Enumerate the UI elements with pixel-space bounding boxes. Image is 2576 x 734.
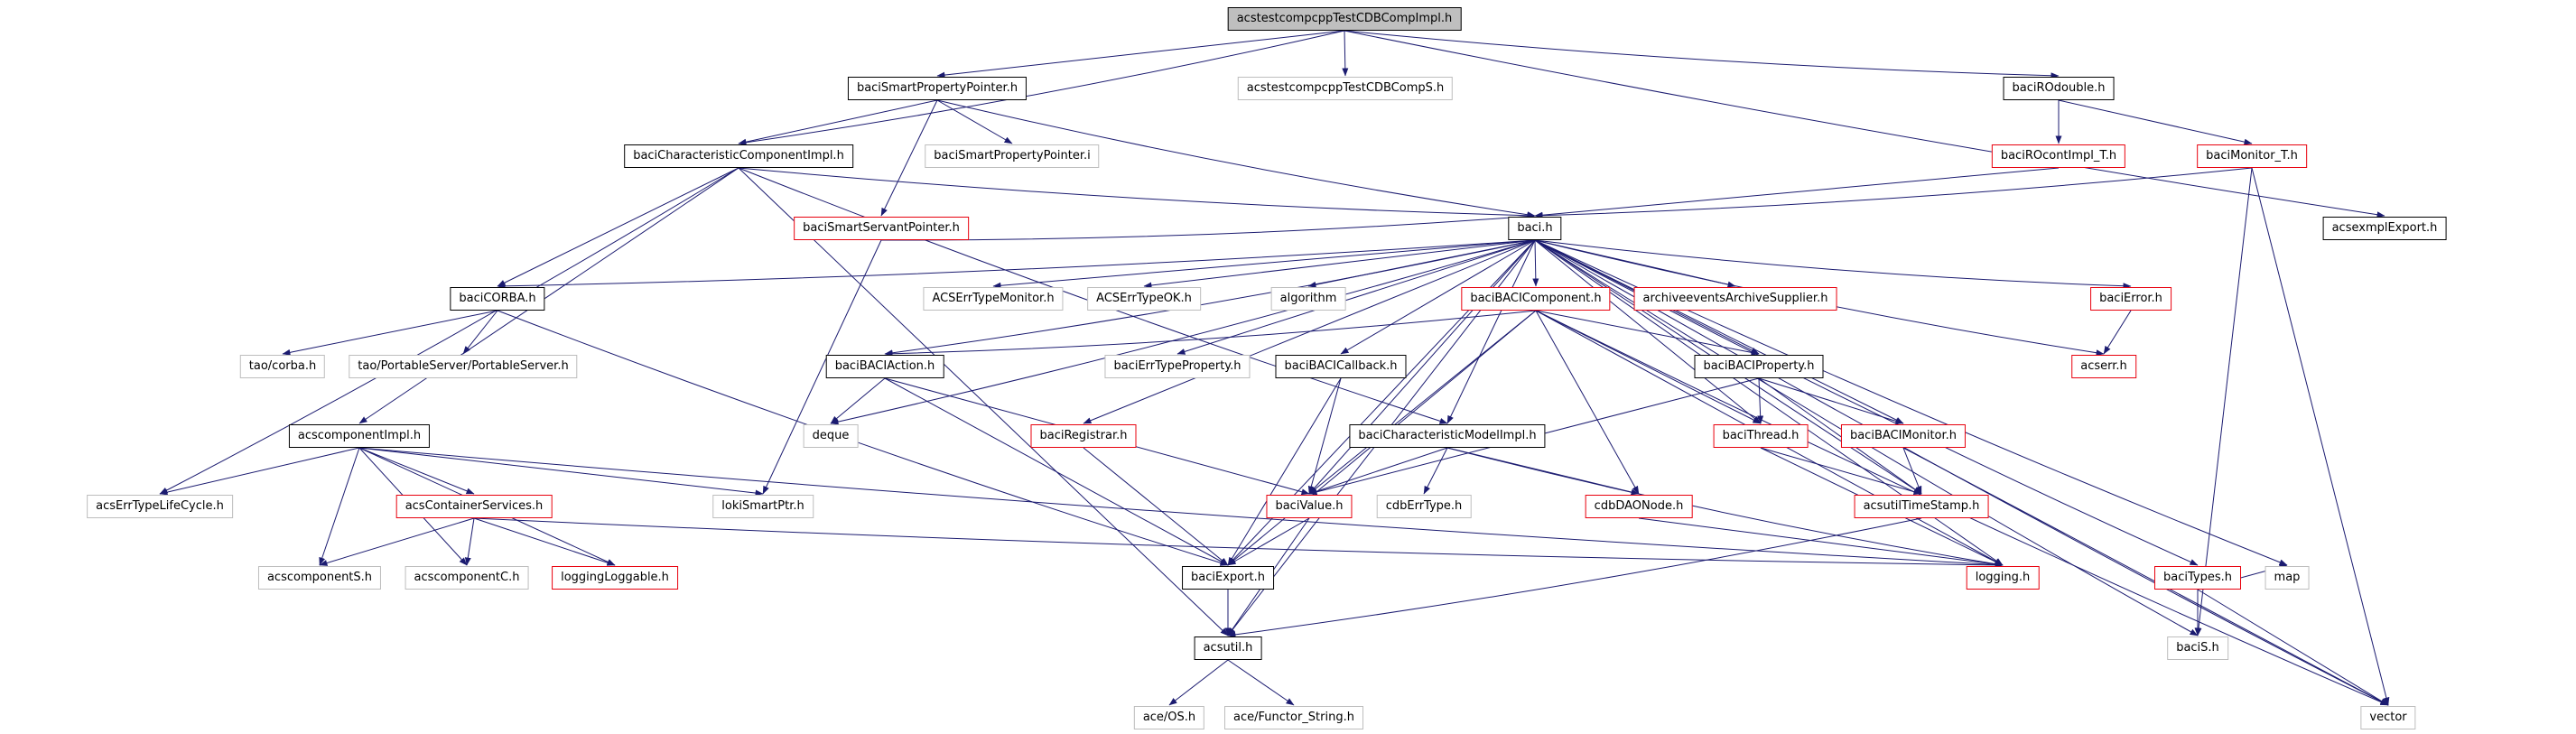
graph-node-bspp[interactable]	[848, 77, 1027, 100]
edge-ats-to-acsutil	[1228, 518, 1921, 636]
graph-node-vector	[2360, 706, 2415, 729]
graph-node-bcmi[interactable]	[1349, 424, 1545, 448]
graph-node-acefs	[1224, 706, 1363, 729]
node-label: baciSmartPropertyPointer.i	[934, 149, 1091, 163]
edge-root-to-aexp	[1344, 31, 2385, 216]
node-label: ace/OS.h	[1142, 711, 1196, 724]
graph-node-bcomp[interactable]	[1461, 287, 1610, 311]
graph-node-bmon[interactable]	[1841, 424, 1966, 448]
node-label: deque	[812, 429, 850, 442]
edge-bspp-to-bsppi	[937, 100, 1012, 144]
edge-bcomp-to-baction	[885, 311, 1536, 354]
node-label: baciError.h	[2099, 292, 2162, 305]
graph-node-bval[interactable]	[1266, 495, 1352, 518]
edge-baci-to-bthread	[1535, 240, 1761, 423]
edge-acs-to-acss	[320, 518, 474, 565]
graph-node-taops	[349, 355, 577, 378]
node-label: baciRegistrar.h	[1039, 429, 1128, 442]
graph-node-arch[interactable]	[1634, 287, 1837, 311]
graph-node-rod[interactable]	[2004, 77, 2115, 100]
edge-bcomp-to-cdbdao	[1536, 311, 1639, 494]
edge-baci-to-berror	[1535, 240, 2131, 286]
edge-berror-to-acserr	[2104, 311, 2131, 354]
edge-bcb-to-bexp	[1228, 378, 1344, 565]
graph-node-baction[interactable]	[826, 355, 944, 378]
edge-bmont-to-baci	[1535, 168, 2252, 216]
edge-root-to-comps	[1344, 31, 1345, 76]
graph-node-aetok	[1087, 287, 1201, 311]
edge-acsutil-to-acefs	[1228, 660, 1294, 705]
edge-root-to-bspp	[937, 31, 1344, 76]
graph-node-logging[interactable]	[1967, 566, 2040, 590]
node-label: baciS.h	[2176, 641, 2219, 655]
node-label: acstestcompcppTestCDBCompS.h	[1246, 81, 1445, 95]
graph-node-aetm	[923, 287, 1063, 311]
node-label: cdbDAONode.h	[1594, 499, 1684, 513]
node-label: ace/Functor_String.h	[1233, 711, 1354, 724]
node-label: baciMonitor_T.h	[2206, 149, 2298, 163]
node-label: baciSmartPropertyPointer.h	[856, 81, 1018, 95]
graph-node-aceos	[1134, 706, 1204, 729]
graph-node-bthread[interactable]	[1714, 424, 1809, 448]
node-label: baciBACIAction.h	[834, 359, 935, 373]
edge-bcci-to-baci	[739, 168, 1535, 216]
graph-node-loki	[712, 495, 814, 518]
graph-node-btypes[interactable]	[2154, 566, 2241, 590]
node-label: map	[2274, 571, 2301, 584]
node-label: baciROcontImpl_T.h	[2000, 149, 2117, 163]
graph-node-acimpl[interactable]	[289, 424, 430, 448]
edge-acimpl-to-loki	[359, 448, 763, 494]
node-label: ACSErrTypeMonitor.h	[932, 292, 1055, 305]
node-label: baciThread.h	[1722, 429, 1799, 442]
node-label: baciErrTypeProperty.h	[1113, 359, 1242, 373]
edge-bcci-to-bcorba	[498, 168, 739, 286]
node-label: baciExport.h	[1191, 571, 1265, 584]
edge-bssp-to-baci	[881, 216, 1535, 240]
graph-node-map	[2265, 566, 2310, 590]
graph-node-acs[interactable]	[396, 495, 553, 518]
edge-bval-to-bexp	[1228, 518, 1309, 565]
edge-baci-to-deque	[831, 240, 1535, 423]
edge-baci-to-bmon	[1535, 240, 1903, 423]
graph-node-rocont[interactable]	[1992, 144, 2125, 168]
node-label: acstestcompcppTestCDBCompImpl.h	[1236, 12, 1453, 25]
node-label: baciCharacteristicComponentImpl.h	[633, 149, 844, 163]
node-label: acsErrTypeLifeCycle.h	[96, 499, 224, 513]
graph-node-comps	[1238, 77, 1453, 100]
node-label: lokiSmartPtr.h	[721, 499, 804, 513]
edge-acsutil-to-aceos	[1169, 660, 1228, 705]
graph-node-bsppi	[925, 144, 1099, 168]
node-label: acsContainerServices.h	[405, 499, 544, 513]
graph-node-acss	[258, 566, 381, 590]
graph-node-ats[interactable]	[1855, 495, 1989, 518]
node-label: logging.h	[1975, 571, 2031, 584]
graph-node-algo	[1271, 287, 1346, 311]
edge-bcorba-to-taocorba	[283, 311, 498, 354]
node-label: acserr.h	[2080, 359, 2127, 373]
graph-node-acsc	[405, 566, 529, 590]
edge-baci-to-bcmi	[1447, 240, 1535, 423]
edge-bcci-to-aetlc	[160, 168, 739, 494]
node-label: tao/PortableServer/PortableServer.h	[358, 359, 569, 373]
graph-node-taocorba	[240, 355, 325, 378]
node-label: acsutilTimeStamp.h	[1863, 499, 1980, 513]
node-label: acscomponentC.h	[414, 571, 520, 584]
edge-acimpl-to-aetlc	[160, 448, 359, 494]
graph-node-bcci[interactable]	[624, 144, 853, 168]
node-label: acscomponentS.h	[266, 571, 373, 584]
graph-node-acsutil[interactable]	[1195, 636, 1262, 660]
edge-rod-to-bmont	[2059, 100, 2252, 144]
edge-acs-to-acsc	[467, 518, 474, 565]
node-label: tao/corba.h	[248, 359, 317, 373]
graph-node-betp	[1104, 355, 1250, 378]
edge-root-to-rod	[1344, 31, 2059, 76]
graph-node-bcb[interactable]	[1275, 355, 1406, 378]
node-label: algorithm	[1279, 292, 1337, 305]
edge-bspp-to-bcci	[739, 100, 937, 144]
node-label: cdbErrType.h	[1385, 499, 1463, 513]
edge-baction-to-bexp	[885, 378, 1228, 565]
edge-bcomp-to-bprop	[1536, 311, 1759, 354]
graph-node-bmont[interactable]	[2197, 144, 2307, 168]
node-label: baciBACIProperty.h	[1703, 359, 1815, 373]
node-label: loggingLoggable.h	[561, 571, 669, 584]
graph-node-acserr[interactable]	[2071, 355, 2136, 378]
edge-baci-to-aetm	[993, 240, 1535, 286]
node-label: vector	[2369, 711, 2407, 724]
graph-node-aexp[interactable]	[2323, 217, 2447, 240]
node-label: baciCORBA.h	[459, 292, 536, 305]
graph-node-berror[interactable]	[2090, 287, 2171, 311]
graph-node-cdbdao[interactable]	[1586, 495, 1693, 518]
edge-acimpl-to-acss	[320, 448, 359, 565]
graph-node-cdberr	[1377, 495, 1472, 518]
edge-bprop-to-bthread	[1759, 378, 1761, 423]
edge-baction-to-deque	[831, 378, 885, 423]
graph-node-bacis	[2167, 636, 2228, 660]
edge-acs-to-logging	[474, 518, 2003, 565]
graph-node-root[interactable]	[1228, 7, 1462, 31]
graph-node-bprop[interactable]	[1695, 355, 1824, 378]
edge-bcci-to-acimpl	[359, 168, 739, 423]
edge-bcorba-to-taops	[463, 311, 498, 354]
edge-baci-to-bcorba	[498, 240, 1535, 286]
graph-node-aetlc	[87, 495, 233, 518]
edge-acs-to-logbl	[474, 518, 615, 565]
edge-baci-to-bcomp	[1535, 240, 1536, 286]
edge-acimpl-to-logging	[359, 448, 2003, 565]
node-label: baciCharacteristicModelImpl.h	[1358, 429, 1537, 442]
node-label: baciBACICallback.h	[1284, 359, 1398, 373]
edge-bmont-to-vector	[2252, 168, 2388, 705]
node-label: acsutil.h	[1203, 641, 1253, 655]
node-label: baciBACIMonitor.h	[1849, 429, 1958, 442]
graph-node-bssp[interactable]	[794, 217, 969, 240]
node-label: ACSErrTypeOK.h	[1096, 292, 1192, 305]
node-label: archiveeventsArchiveSupplier.h	[1642, 292, 1828, 305]
graph-node-breg[interactable]	[1031, 424, 1137, 448]
node-label: baciSmartServantPointer.h	[803, 221, 960, 235]
graph-node-bcorba[interactable]	[450, 287, 544, 311]
node-label: baci.h	[1517, 221, 1553, 235]
node-label: baciValue.h	[1275, 499, 1344, 513]
node-label: acscomponentImpl.h	[297, 429, 422, 442]
node-label: baciROdouble.h	[2012, 81, 2106, 95]
graph-node-logbl[interactable]	[552, 566, 678, 590]
graph-node-bexp[interactable]	[1182, 566, 1274, 590]
node-label: baciBACIComponent.h	[1470, 292, 1602, 305]
edge-bcomp-to-bval	[1309, 311, 1536, 494]
node-label: acsexmplExport.h	[2331, 221, 2438, 235]
edge-cdbdao-to-logging	[1639, 518, 2003, 565]
node-label: baciTypes.h	[2163, 571, 2232, 584]
graph-node-deque	[804, 424, 859, 448]
graph-node-baci[interactable]	[1508, 217, 1561, 240]
